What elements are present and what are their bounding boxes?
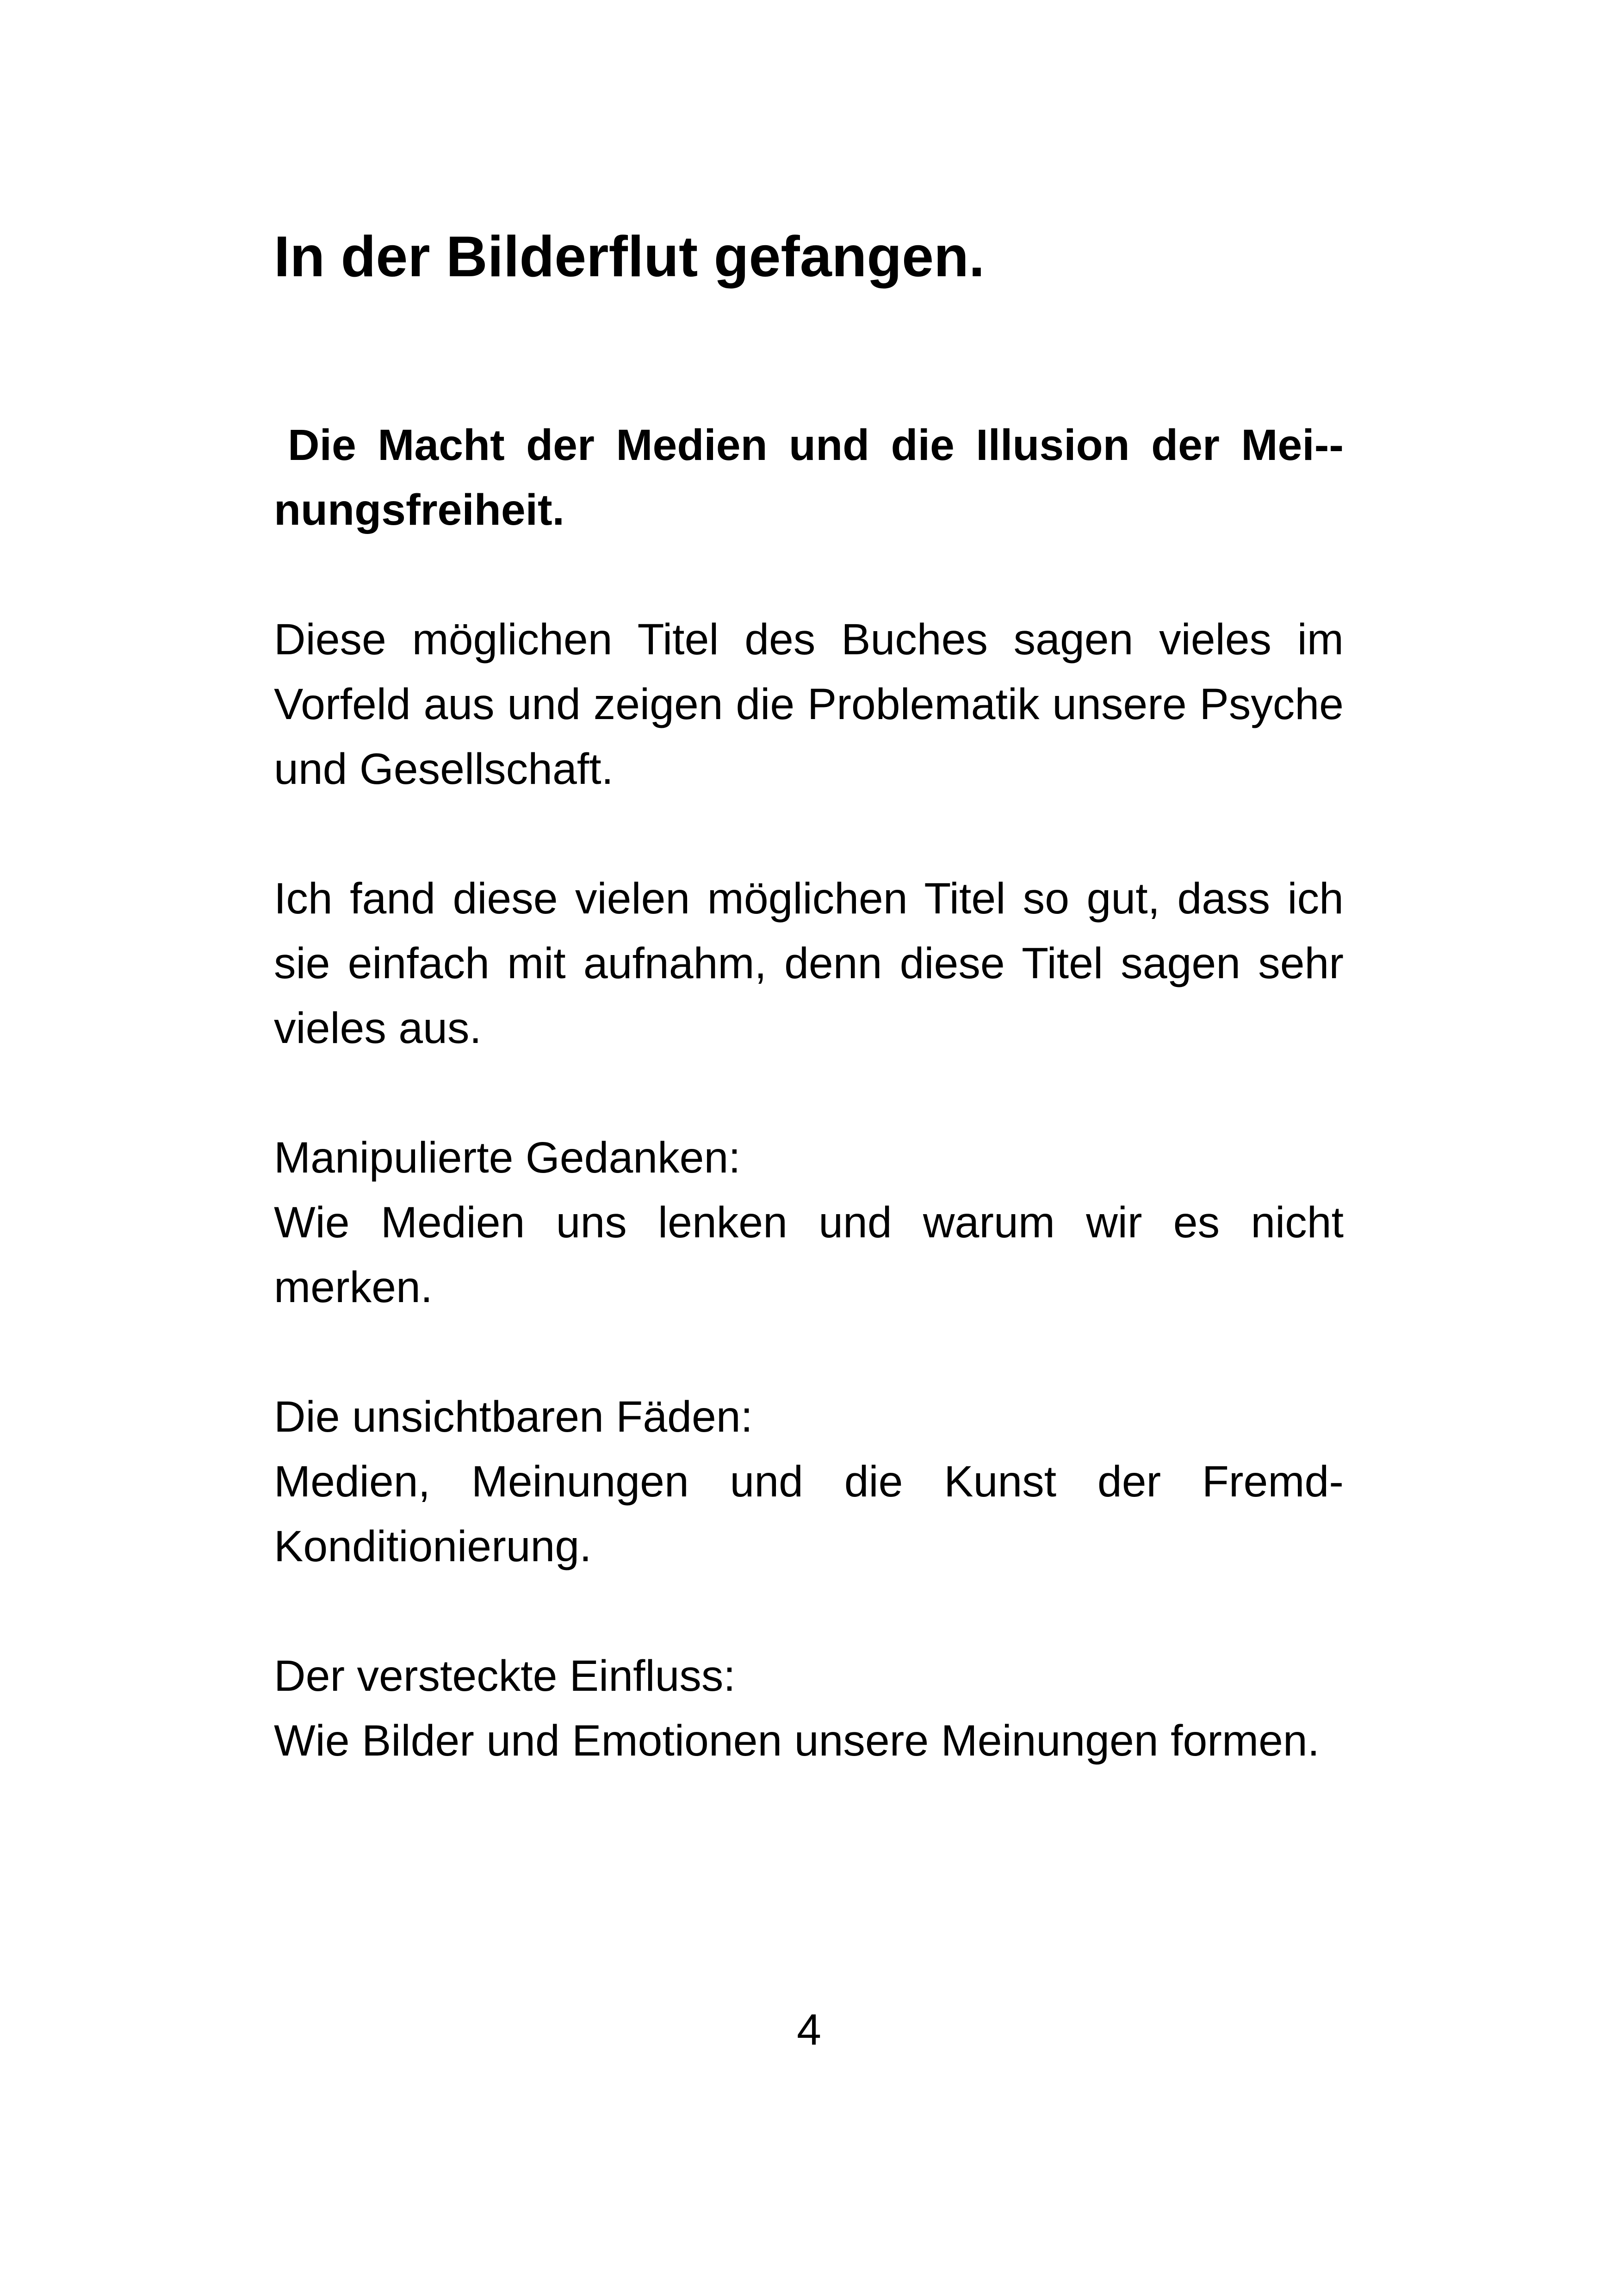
page-subtitle (274, 413, 1344, 542)
text-column (274, 222, 1344, 1773)
paragraph-1: Diese möglichen Titel des Buches sagen vieles im Vorfeld aus und zeigen die Problematik unsere Psyche und Gesellschaft. (274, 615, 1344, 794)
page-number: 4 (797, 2005, 821, 2054)
section-heading-3: Der versteckte Einfluss: (274, 1651, 736, 1700)
subtitle-text: Die Macht der Medien und die Illusion der Mei-nungsfreiheit. (274, 421, 1344, 534)
section-body-2: Medien, Meinungen und die Kunst der Fremd-Konditionierung. (274, 1457, 1344, 1571)
section-body-1: Wie Medien uns lenken und warum wir es nicht merken. (274, 1198, 1344, 1312)
section-heading-2: Die unsichtbaren Fäden: (274, 1392, 753, 1441)
paragraph-2: Ich fand diese vielen möglichen Titel so gut, dass ich sie einfach mit aufnahm, denn diese Titel sagen sehr vieles aus. (274, 874, 1344, 1053)
page-title: In der Bilderflut gefangen. (274, 225, 985, 289)
section-heading-1: Manipulierte Gedanken: (274, 1133, 741, 1182)
section-body-3: Wie Bilder und Emotionen unsere Meinungen formen. (274, 1716, 1320, 1765)
